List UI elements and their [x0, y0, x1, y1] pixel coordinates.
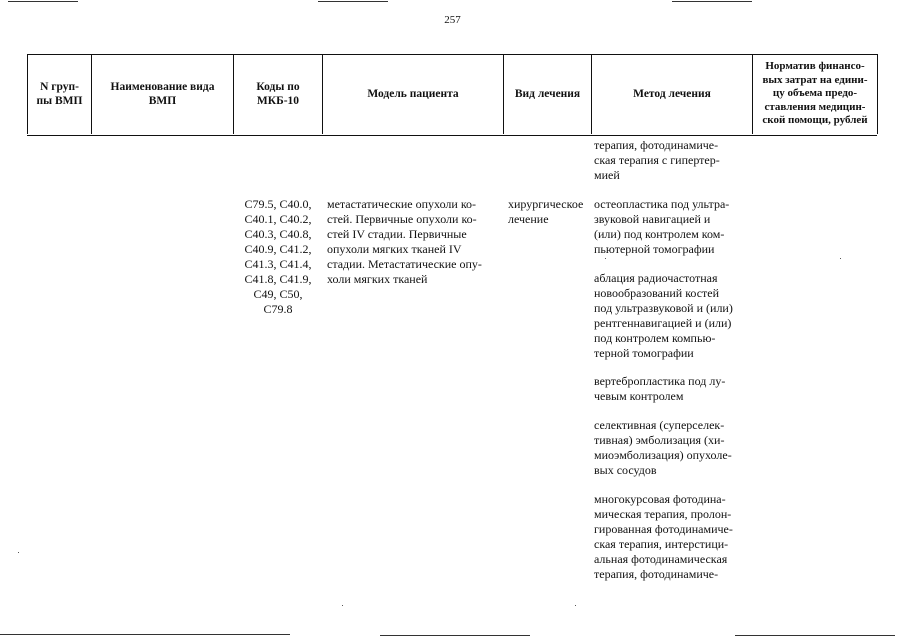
scan-artifact-top-3: [672, 1, 752, 2]
treatment-type: хирургическое лечение: [508, 197, 584, 226]
scan-speck: [342, 605, 343, 606]
header-name: Наименование вида ВМП: [110, 81, 215, 107]
column-divider: [877, 54, 878, 134]
method-item: остеопластика под ультра- звуковой навигацией и (или) под контролем ком- пьютерной томографии: [594, 197, 730, 256]
patient-model: метастатические опухоли ко- стей. Первичные опухоли ко- стей IV стадии. Первичные опухоли мягких тканей IV стадии. Метастатические опу- холи мягких тканей: [327, 197, 482, 286]
page-number: 257: [444, 14, 461, 26]
scan-speck: [18, 552, 19, 553]
header-method: Метод лечения: [633, 88, 711, 100]
method-item: аблация радиочастотная новообразований костей под ультразвуковой и (или) рентгеннавигацией и (или) под контролем компью- терной томографии: [594, 271, 733, 360]
icd-codes: C79.5, C40.0, C40.1, C40.2, C40.3, C40.8, C40.9, C41.2, C41.3, C41.4, C41.8, C41.9, C49, C50, C79.8: [244, 197, 312, 316]
scan-speck: [840, 258, 841, 259]
scan-artifact-bottom-2: [380, 635, 530, 636]
method-item: многокурсовая фотодина- мическая терапия, пролон- гированная фотодинамиче- ская терапия, интерстици- альная фотодинамическая терапия, фотодинамиче-: [594, 492, 733, 581]
header-codes: Коды по МКБ-10: [256, 81, 300, 107]
header-group: N груп- пы ВМП: [36, 81, 83, 107]
method-item: вертебропластика под лу- чевым контролем: [594, 374, 726, 403]
header-treatment: Вид лечения: [514, 88, 581, 100]
scan-artifact-bottom-1: [0, 634, 290, 635]
header-norm: Норматив финансо- вых затрат на едини- цу объема предо- ставления медицин- ской помощи, рублей: [762, 60, 868, 127]
method-continuation: терапия, фотодинамиче- ская терапия с гипертер- мией: [594, 138, 720, 182]
treatment-methods: [594, 197, 754, 582]
scan-artifact-top-2: [318, 1, 388, 2]
method-item: селективная (суперселек- тивная) эмболизация (хи- миоэмболизация) опухоле- вых сосудов: [594, 418, 732, 477]
scan-artifact-bottom-3: [735, 635, 895, 636]
scan-artifact-top-1: [8, 1, 78, 2]
header-model: Модель пациента: [367, 88, 459, 100]
scan-speck: [575, 605, 576, 606]
